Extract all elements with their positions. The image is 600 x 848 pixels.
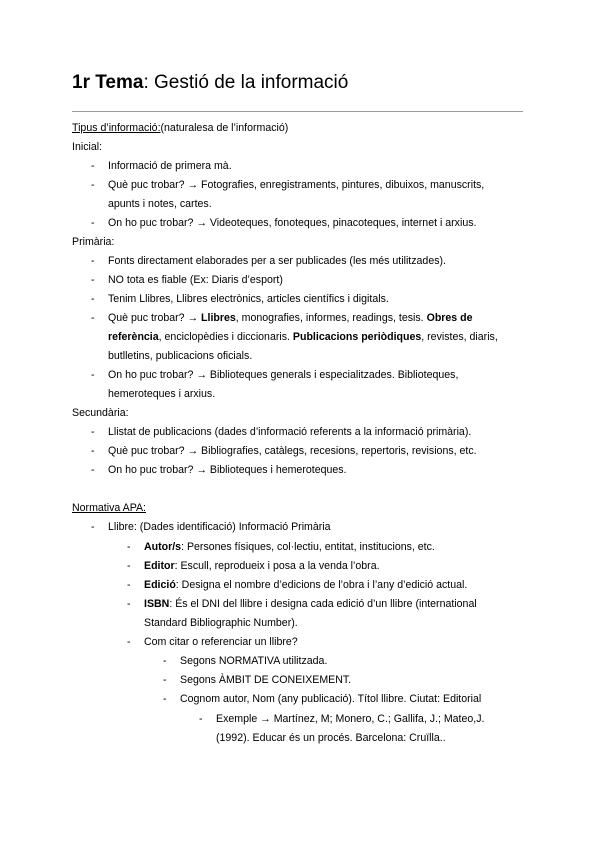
bullet: - — [91, 369, 95, 381]
horizontal-rule — [72, 111, 523, 112]
list-item: Edició: Designa el nombre d’edicions de l’obra i l’any d’edició actual. — [144, 579, 468, 591]
bullet: - — [91, 521, 95, 533]
list-item-continuation: referència, enciclopèdies i diccionaris. Publicacions periòdiques, revistes, diaris, — [108, 331, 498, 343]
list-item: Llistat de publicacions (dades d’informació referents a la informació primària). — [108, 426, 472, 438]
list-item: Autor/s: Persones físiques, col·lectiu, entitat, institucions, etc. — [144, 541, 435, 553]
page-title — [72, 72, 348, 94]
bullet: - — [91, 426, 95, 438]
list-item-continuation: Standard Bibliographic Number). — [144, 617, 298, 629]
bullet: - — [91, 464, 95, 476]
section-heading-apa: Normativa APA: — [72, 502, 146, 514]
bullet: - — [91, 160, 95, 172]
list-item: Què puc trobar? → Fotografies, enregistraments, pintures, dibuixos, manuscrits, — [108, 179, 485, 191]
list-item: Tenim Llibres, Llibres electrònics, articles científics i digitals. — [108, 293, 389, 305]
list-item: Editor: Escull, reprodueix i posa a la venda l’obra. — [144, 560, 380, 572]
bullet: - — [91, 312, 95, 324]
title-topic: 1r Tema — [72, 72, 144, 93]
bullet: - — [91, 445, 95, 457]
bullet: - — [91, 179, 95, 191]
list-item: NO tota es fiable (Ex: Diaris d’esport) — [108, 274, 283, 286]
list-item: ISBN: És el DNI del llibre i designa cada edició d’un llibre (international — [144, 598, 477, 610]
list-item: Llibre: (Dades identificació) Informació Primària — [108, 521, 331, 533]
list-item: On ho puc trobar? → Videoteques, fonoteques, pinacoteques, internet i arxius. — [108, 217, 477, 229]
list-item-continuation: apunts i notes, cartes. — [108, 198, 212, 210]
list-item: Què puc trobar? → Bibliografies, catàlegs, recesions, repertoris, revisions, etc. — [108, 445, 477, 457]
bullet: - — [91, 217, 95, 229]
list-item: Què puc trobar? → Llibres, monografies, informes, readings, tesis. Obres de — [108, 312, 473, 324]
label-secundaria: Secundària: — [72, 407, 129, 419]
list-item: Segons NORMATIVA utilitzada. — [180, 655, 328, 667]
list-item: Fonts directament elaborades per a ser publicades (les més utilitzades). — [108, 255, 446, 267]
list-item: On ho puc trobar? → Biblioteques i hemeroteques. — [108, 464, 347, 476]
bullet: - — [163, 655, 167, 667]
list-item-continuation: (1992). Educar és un procés. Barcelona: Cruïlla.. — [216, 732, 446, 744]
section-heading-tipus: Tipus d’informació:(naturalesa de l’informació) — [72, 122, 289, 134]
bullet: - — [163, 693, 167, 705]
bullet: - — [127, 579, 131, 591]
list-item: Exemple → Martínez, M; Monero, C.; Gallifa, J.; Mateo,J. — [216, 713, 485, 725]
bullet: - — [163, 674, 167, 686]
bullet: - — [91, 293, 95, 305]
list-item: Cognom autor, Nom (any publicació). Títol llibre. Ciutat: Editorial — [180, 693, 482, 705]
list-item: Informació de primera mà. — [108, 160, 232, 172]
bullet: - — [91, 274, 95, 286]
bullet: - — [91, 255, 95, 267]
list-item: On ho puc trobar? → Biblioteques generals i especialitzades. Biblioteques, — [108, 369, 459, 381]
list-item: Segons ÀMBIT DE CONEIXEMENT. — [180, 674, 352, 686]
bullet: - — [127, 560, 131, 572]
bullet: - — [199, 713, 203, 725]
bullet: - — [127, 598, 131, 610]
list-item-continuation: butlletins, publicacions oficials. — [108, 350, 253, 362]
bullet: - — [127, 541, 131, 553]
bullet: - — [127, 636, 131, 648]
title-subject: : Gestió de la informació — [143, 72, 349, 93]
list-item: Com citar o referenciar un llibre? — [144, 636, 298, 648]
list-item-continuation: hemeroteques i arxius. — [108, 388, 216, 400]
label-primaria: Primària: — [72, 236, 115, 248]
label-inicial: Inicial: — [72, 141, 103, 153]
